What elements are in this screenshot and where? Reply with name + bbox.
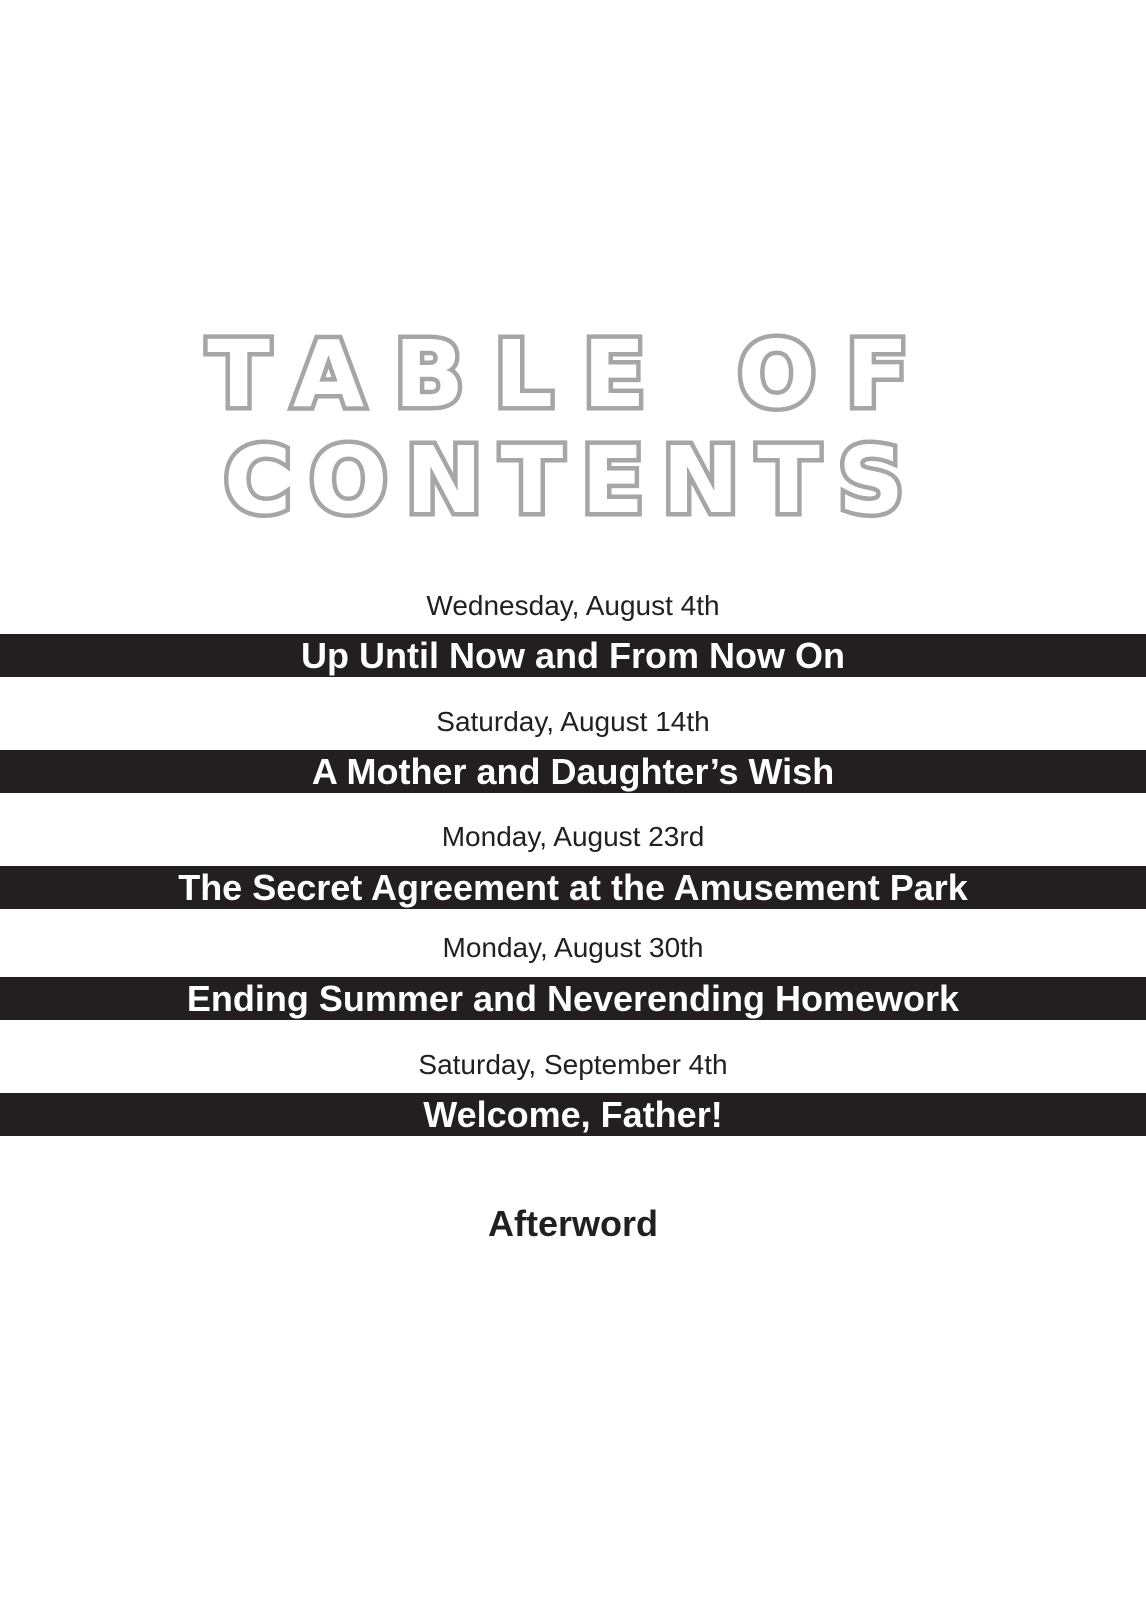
chapter-title-3: The Secret Agreement at the Amusement Park (0, 866, 1146, 909)
chapter-title-5: Welcome, Father! (0, 1093, 1146, 1136)
page-title (0, 322, 1146, 534)
entry-date-5: Saturday, September 4th (418, 1049, 728, 1080)
afterword-title: Afterword (488, 1203, 658, 1244)
chapter-title-2: A Mother and Daughter’s Wish (0, 750, 1146, 793)
entry-date-4: Monday, August 30th (442, 932, 704, 963)
entry-date-2: Saturday, August 14th (436, 706, 710, 737)
chapter-title-1: Up Until Now and From Now On (0, 634, 1146, 677)
chapter-title-4: Ending Summer and Neverending Homework (0, 977, 1146, 1020)
entry-date-1: Wednesday, August 4th (426, 590, 720, 621)
entry-date-3: Monday, August 23rd (441, 821, 705, 852)
page-title-line-2: CONTENTS (223, 427, 923, 534)
page-title-line-1: TABLE OF (207, 321, 939, 428)
